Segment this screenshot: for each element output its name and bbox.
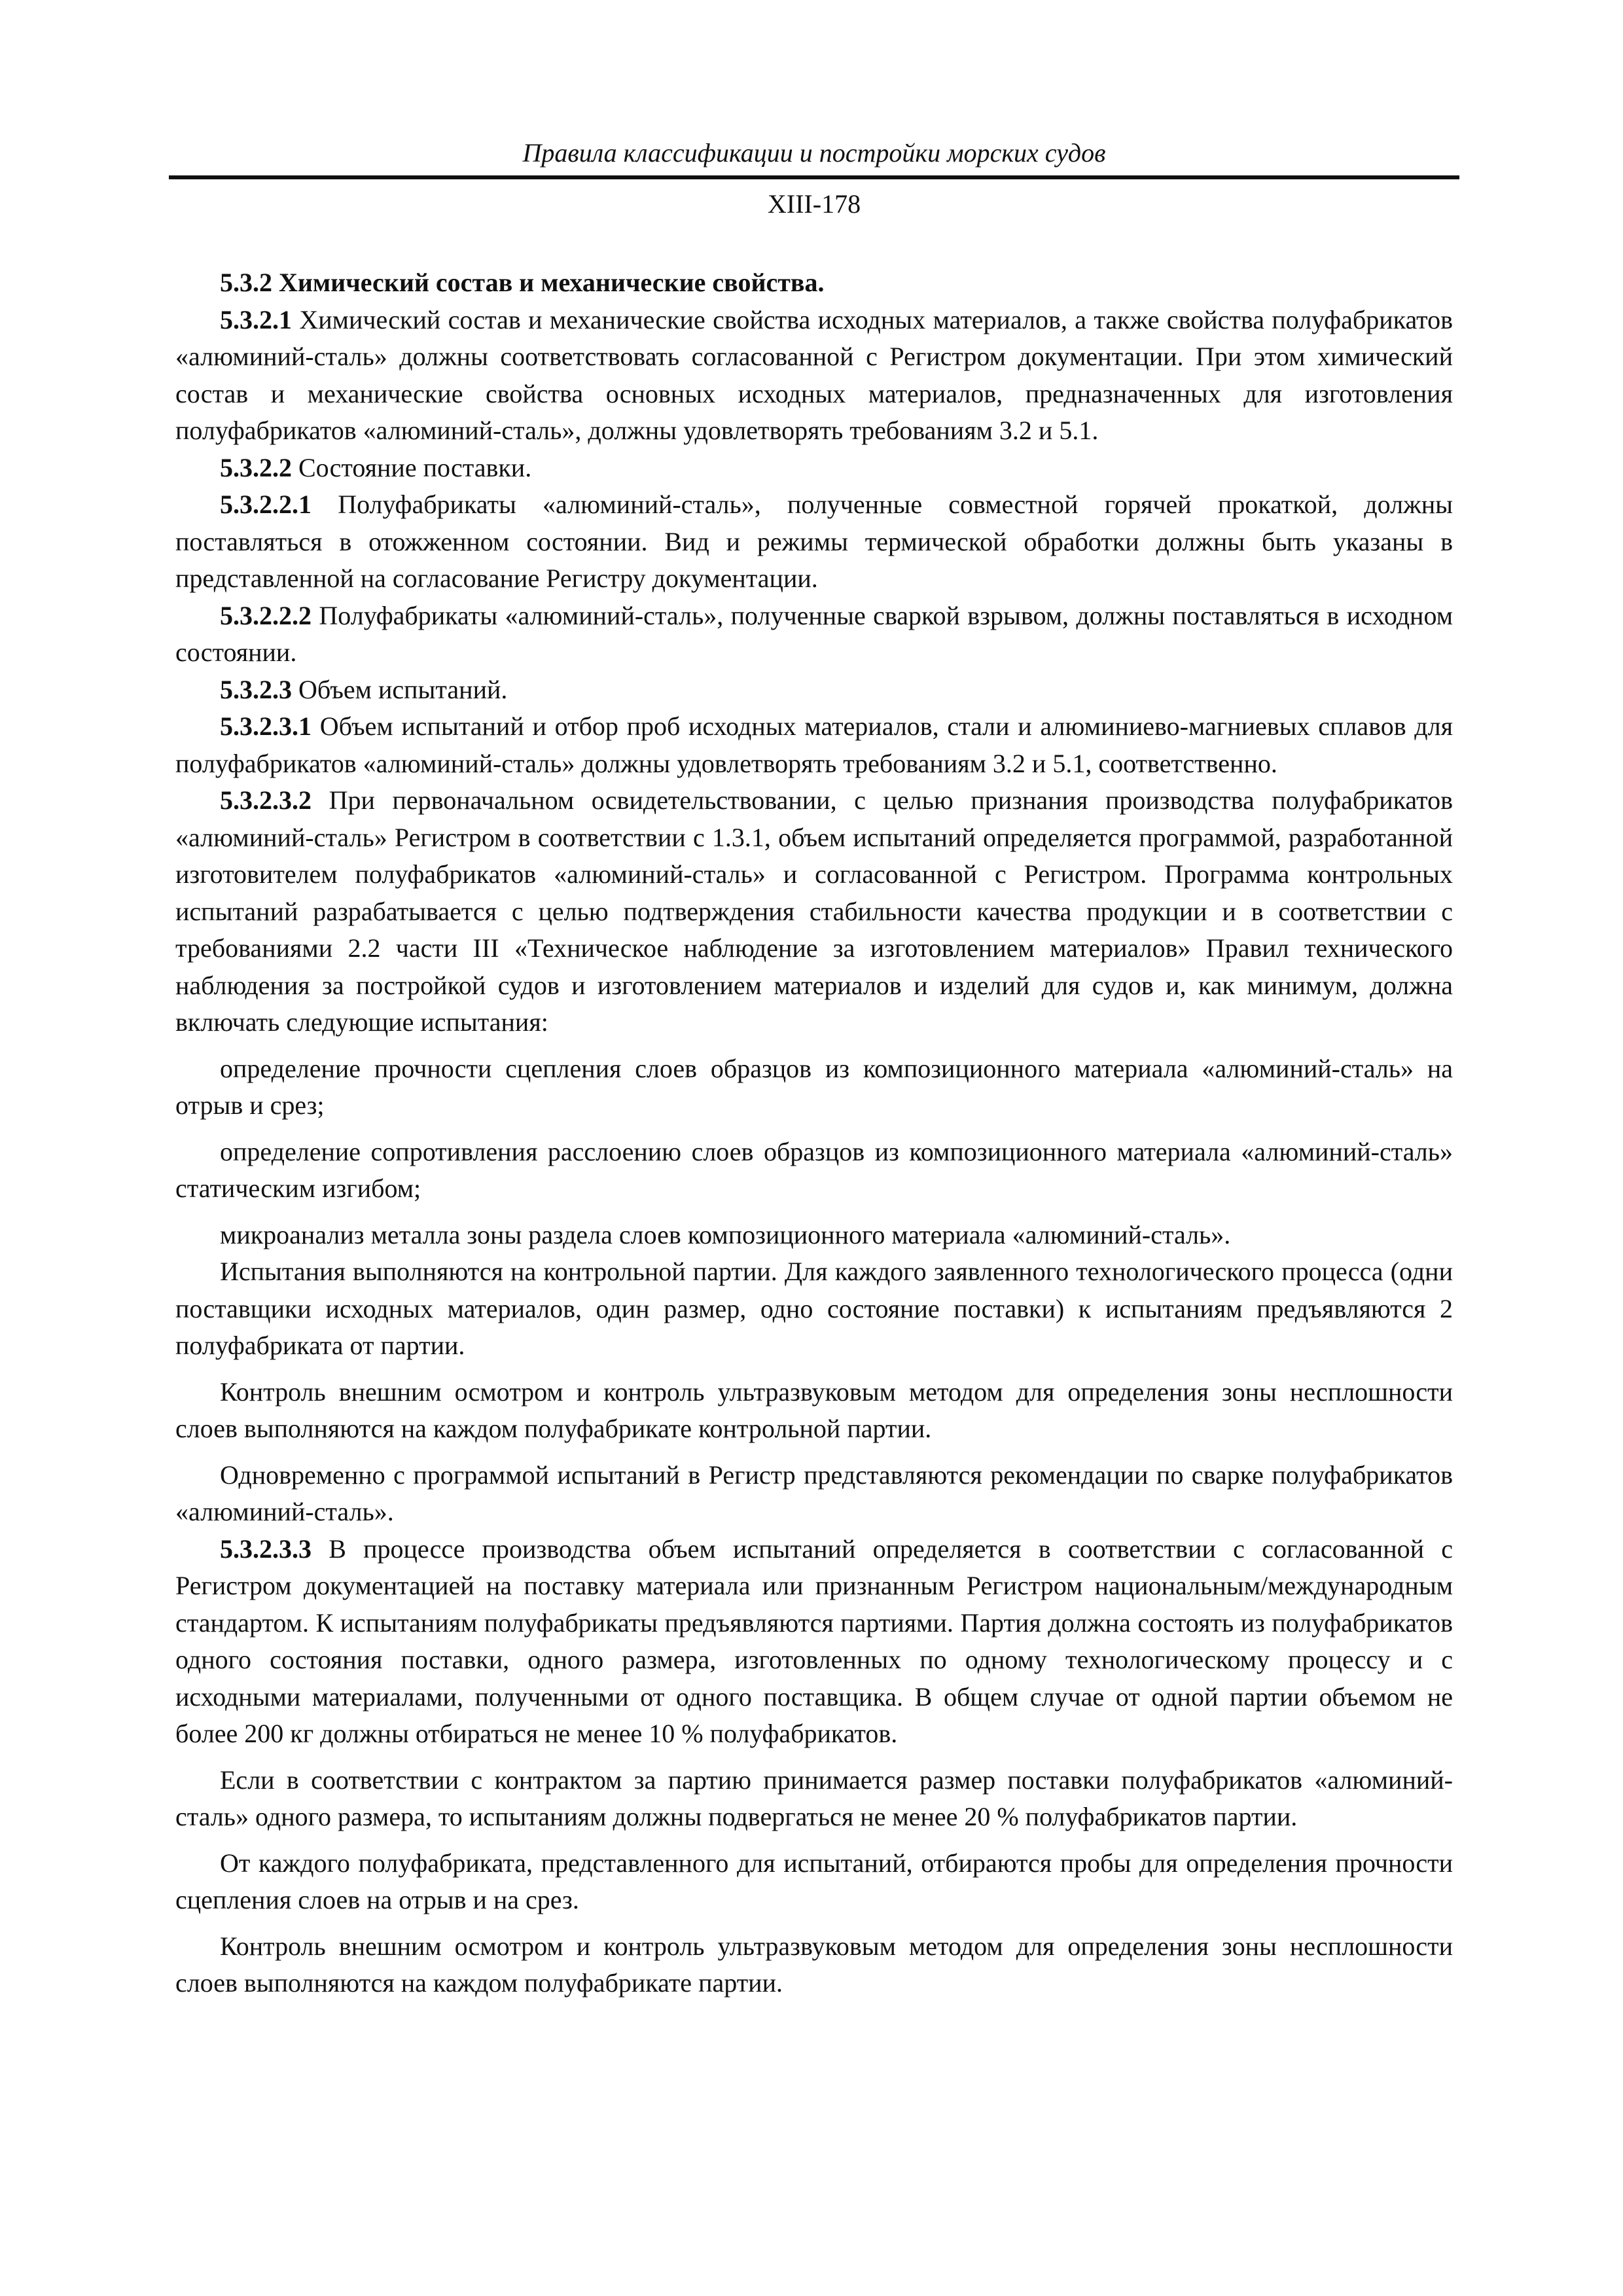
- paragraph: [175, 1374, 1453, 1448]
- page-content: [175, 137, 1453, 2002]
- document-body: [175, 264, 1453, 2002]
- paragraph: [175, 1531, 1453, 1753]
- paragraph-text: Одновременно с программой испытаний в Регистр представляются рекомендации по сварке полуфабрикатов «алюминий-сталь».: [175, 1460, 1453, 1526]
- page-number: XIII-178: [767, 189, 861, 219]
- paragraph: [175, 302, 1453, 450]
- paragraph-text: Объем испытаний.: [292, 674, 508, 704]
- paragraph: [175, 1457, 1453, 1531]
- paragraph: [175, 782, 1453, 1041]
- header-rule: [169, 175, 1459, 179]
- paragraph: [175, 450, 1453, 487]
- paragraph-text: Объем испытаний и отбор проб исходных материалов, стали и алюминиево-магниевых сплавов для полуфабрикатов «алюминий-сталь» должны удовлетворять требованиям 3.2 и 5.1, соответственно.: [175, 711, 1453, 778]
- paragraph-text: Контроль внешним осмотром и контроль ультразвуковым методом для определения зоны несплошности слоев выполняются на каждом полуфабрикате контрольной партии.: [175, 1376, 1453, 1443]
- clause-number: 5.3.2.2.2: [220, 600, 312, 630]
- clause-number: 5.3.2.1: [220, 304, 292, 334]
- clause-number: 5.3.2.3.2: [220, 785, 312, 815]
- section-heading: 5.3.2 Химический состав и механические свойства.: [220, 268, 825, 297]
- list-item: [175, 1217, 1453, 1254]
- paragraph: [175, 1845, 1453, 1919]
- paragraph: [175, 1253, 1453, 1365]
- paragraph: [175, 1762, 1453, 1836]
- paragraph-text: Если в соответствии с контрактом за партию принимается размер поставки полуфабрикатов «алюминий-сталь» одного размера, то испытаниям должны подвергаться не менее 20 % полуфабрикатов партии.: [175, 1765, 1453, 1831]
- clause-number: 5.3.2.2: [220, 452, 292, 482]
- clause-number: 5.3.2.3: [220, 674, 292, 704]
- paragraph-text: Полуфабрикаты «алюминий-сталь», полученные совместной горячей прокаткой, должны поставляться в отожженном состоянии. Вид и режимы термической обработки должны быть указаны в представленной на согласование Регистру документации.: [175, 490, 1453, 593]
- paragraph-text: От каждого полуфабриката, представленного для испытаний, отбираются пробы для определения прочности сцепления слоев на отрыв и на срез.: [175, 1848, 1453, 1914]
- paragraph: [175, 486, 1453, 598]
- list-item: [175, 1050, 1453, 1124]
- paragraph-text: Химический состав и механические свойства исходных материалов, а также свойства полуфабрикатов «алюминий-сталь» должны соответствовать согласованной с Регистром документации. При этом химический состав и механические свойства основных исходных материалов, предназначенных для изготовления полуфабрикатов «алюминий-сталь», должны удовлетворять требованиям 3.2 и 5.1.: [175, 304, 1453, 445]
- paragraph-text: определение прочности сцепления слоев образцов из композиционного материала «алюминий-сталь» на отрыв и срез;: [175, 1053, 1453, 1120]
- paragraph-text: В процессе производства объем испытаний определяется в соответствии с согласованной с Регистром документацией на поставку материала или признанным Регистром национальным/международным стандартом. К испытаниям полуфабрикаты предъявляются партиями. Партия должна состоять из полуфабрикатов одного состояния поставки, одного размера, изготовленных по одному технологическому процессу и с исходными материалами, полученными от одного поставщика. В общем случае от одной партии объемом не более 200 кг должны отбираться не менее 10 % полуфабрикатов.: [175, 1534, 1453, 1748]
- paragraph-text: определение сопротивления расслоению слоев образцов из композиционного материала «алюминий-сталь» статическим изгибом;: [175, 1136, 1453, 1203]
- clause-number: 5.3.2.2.1: [220, 490, 312, 519]
- clause-number: 5.3.2.3.1: [220, 711, 312, 741]
- paragraph-text: Контроль внешним осмотром и контроль ультразвуковым методом для определения зоны несплошности слоев выполняются на каждом полуфабрикате партии.: [175, 1931, 1453, 1998]
- running-title: Правила классификации и постройки морских судов: [522, 138, 1106, 168]
- paragraph-text: Полуфабрикаты «алюминий-сталь», полученные сваркой взрывом, должны поставляться в исходном состоянии.: [175, 600, 1453, 667]
- paragraph-text: Испытания выполняются на контрольной партии. Для каждого заявленного технологического процесса (одни поставщики исходных материалов, один размер, одно состояние поставки) к испытаниям предъявляются 2 полуфабриката от партии.: [175, 1257, 1453, 1360]
- list-item: [175, 1134, 1453, 1208]
- paragraph-text: микроанализ металла зоны раздела слоев композиционного материала «алюминий-сталь».: [220, 1219, 1231, 1249]
- paragraph-text: При первоначальном освидетельствовании, с целью признания производства полуфабрикатов «алюминий-сталь» Регистром в соответствии с 1.3.1, объем испытаний определяется программой, разработанной изготовителем полуфабрикатов «алюминий-сталь» и согласованной с Регистром. Программа контрольных испытаний разрабатывается с целью подтверждения стабильности качества продукции и в соответствии с требованиями 2.2 части III «Техническое наблюдение за изготовлением материалов» Правил технического наблюдения за постройкой судов и изготовлением материалов и изделий для судов и, как минимум, должна включать следующие испытания:: [175, 785, 1453, 1037]
- clause-number: 5.3.2.3.3: [220, 1534, 312, 1564]
- paragraph-text: Состояние поставки.: [292, 452, 532, 482]
- paragraph: [175, 708, 1453, 782]
- paragraph: [175, 598, 1453, 672]
- paragraph: [175, 672, 1453, 709]
- paragraph: [175, 1928, 1453, 2002]
